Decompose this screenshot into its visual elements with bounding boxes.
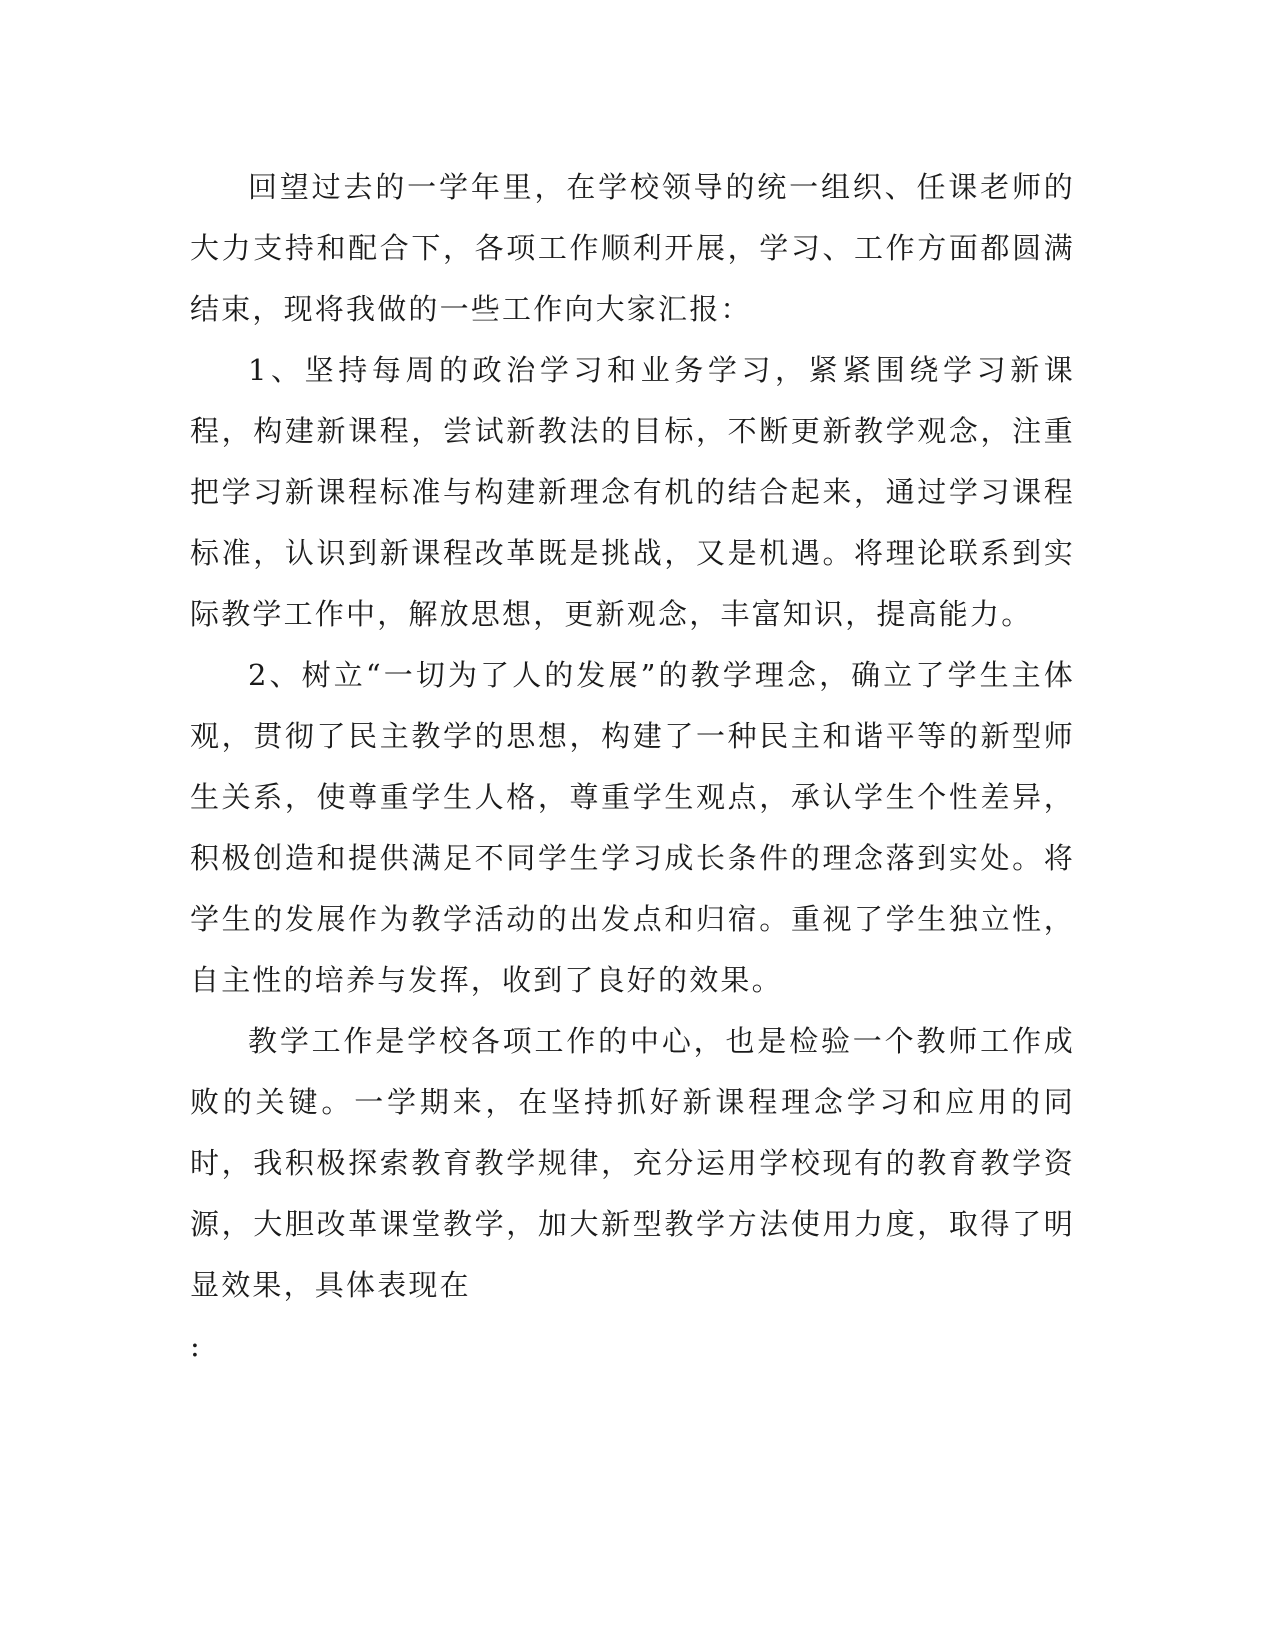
paragraph-teaching: 教学工作是学校各项工作的中心，也是检验一个教师工作成败的关键。一学期来，在坚持抓好新课程理念学习和应用的同时，我积极探索教育教学规律，充分运用学校现有的教育教学资源，大胆改革课堂教学，加大新型教学方法使用力度，取得了明显效果，具体表现在 — [190, 1024, 1075, 1302]
document-body — [190, 157, 1075, 1377]
paragraph-tail-colon: : — [190, 1329, 202, 1363]
paragraph-intro: 回望过去的一学年里，在学校领导的统一组织、任课老师的大力支持和配合下，各项工作顺利开展，学习、工作方面都圆满结束，现将我做的一些工作向大家汇报： — [190, 170, 1075, 326]
paragraph-item-2: 2、树立“一切为了人的发展”的教学理念，确立了学生主体观，贯彻了民主教学的思想，构建了一种民主和谐平等的新型师生关系，使尊重学生人格，尊重学生观点，承认学生个性差异，积极创造和提供满足不同学生学习成长条件的理念落到实处。将学生的发展作为教学活动的出发点和归宿。重视了学生独立性，自主性的培养与发挥，收到了良好的效果。 — [190, 658, 1075, 997]
paragraph-item-1: 1、坚持每周的政治学习和业务学习，紧紧围绕学习新课程，构建新课程，尝试新教法的目标，不断更新教学观念，注重把学习新课程标准与构建新理念有机的结合起来，通过学习课程标准，认识到新课程改革既是挑战，又是机遇。将理论联系到实际教学工作中，解放思想，更新观念，丰富知识，提高能力。 — [190, 353, 1075, 631]
